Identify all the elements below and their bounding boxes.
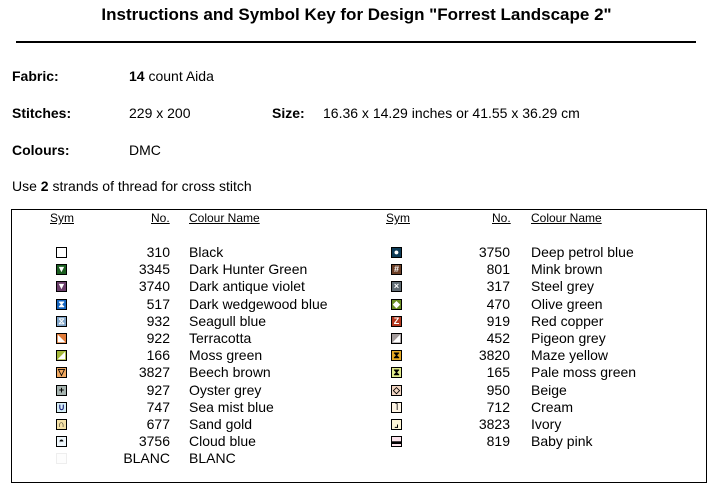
- colour-number: 470: [486, 295, 510, 312]
- header-sym-right: Sym: [386, 211, 410, 225]
- colour-number: 452: [486, 330, 510, 346]
- colour-number: 922: [146, 330, 170, 346]
- colour-number: 3823: [478, 416, 510, 432]
- header-no-right: No.: [492, 211, 511, 225]
- fabric-count: 14: [129, 68, 145, 84]
- strands-count: 2: [40, 178, 49, 194]
- symbol-swatch-icon: ⌟: [391, 419, 402, 430]
- fabric-value: [129, 68, 214, 84]
- strands-pre: Use: [12, 178, 41, 194]
- header-name-left: Colour Name: [189, 211, 260, 225]
- colour-number: 3756: [138, 433, 170, 450]
- colour-name: Oyster grey: [189, 381, 262, 398]
- colour-number: BLANC: [123, 450, 170, 467]
- colour-name: Olive green: [531, 295, 603, 312]
- colour-name: Red copper: [531, 312, 604, 329]
- symbol-swatch-icon: ◓: [56, 436, 67, 447]
- colour-number: 310: [146, 244, 170, 260]
- colour-name: Deep petrol blue: [531, 244, 634, 260]
- symbol-swatch-icon: ▼: [57, 281, 66, 292]
- colour-number: 165: [486, 364, 510, 381]
- colour-number: 932: [146, 312, 170, 329]
- symbol-swatch-icon: ●: [391, 247, 402, 258]
- symbol-swatch-icon: [56, 453, 67, 464]
- size-value: 16.36 x 14.29 inches or 41.55 x 36.29 cm: [323, 105, 580, 121]
- colour-number: 950: [486, 381, 510, 398]
- symbol-swatch-icon: ∩: [56, 419, 67, 430]
- symbol-swatch-icon: ⧖: [56, 316, 67, 327]
- colour-number: 819: [486, 433, 510, 450]
- colour-number: 677: [146, 416, 170, 432]
- colour-name: Baby pink: [531, 433, 593, 450]
- colour-name: Dark wedgewood blue: [189, 295, 328, 312]
- symbol-swatch-icon: ◇: [391, 385, 402, 396]
- stitches-label: Stitches:: [12, 105, 72, 121]
- symbol-swatch-icon: [56, 247, 67, 258]
- colours-value: DMC: [129, 142, 161, 158]
- symbol-swatch-icon: ◣: [56, 333, 67, 344]
- colour-number: 317: [486, 278, 510, 295]
- symbol-swatch-icon: ˥: [391, 402, 402, 413]
- colour-number: 712: [486, 398, 510, 415]
- colour-number: 3820: [478, 347, 510, 364]
- symbol-swatch-icon: ⧗: [391, 367, 402, 378]
- colour-name: Sea mist blue: [189, 398, 274, 415]
- colour-name: Black: [189, 244, 224, 260]
- colour-name: Pale moss green: [531, 364, 637, 381]
- symbol-swatch-icon: ◢: [56, 350, 67, 361]
- colour-name: Pigeon grey: [531, 330, 606, 346]
- colour-name: BLANC: [189, 450, 236, 467]
- symbol-swatch-icon: ▼: [57, 264, 66, 275]
- colour-name: Mink brown: [531, 261, 603, 278]
- colour-number: 3827: [138, 364, 170, 381]
- symbol-swatch-icon: ▬: [392, 436, 401, 447]
- symbol-swatch-icon: Z: [391, 316, 402, 327]
- colour-name: Cream: [531, 398, 574, 415]
- colour-number: 3345: [138, 261, 170, 278]
- header-no-left: No.: [151, 211, 170, 225]
- symbol-swatch-icon: ∪: [56, 402, 67, 413]
- colour-number: 801: [486, 261, 510, 278]
- fabric-type: count Aida: [144, 68, 214, 84]
- colours-label: Colours:: [12, 142, 70, 158]
- colour-name: Beech brown: [189, 364, 271, 381]
- symbol-swatch-icon: ◢: [391, 333, 402, 344]
- size-label: Size:: [272, 105, 305, 121]
- symbol-swatch-icon: +: [56, 385, 67, 396]
- symbol-swatch-icon: ◆: [391, 299, 402, 310]
- colour-number: 3740: [138, 278, 170, 295]
- header-name-right: Colour Name: [531, 211, 602, 225]
- colour-name: Steel grey: [531, 278, 595, 295]
- colour-number: 517: [146, 295, 170, 312]
- colour-name: Moss green: [189, 347, 263, 364]
- title-divider: [16, 41, 696, 43]
- colour-name: Ivory: [531, 416, 562, 432]
- symbol-swatch-icon: ⧗: [56, 299, 67, 310]
- colour-number: 166: [146, 347, 170, 364]
- strands-instruction: [12, 178, 252, 194]
- colour-number: 927: [146, 381, 170, 398]
- header-sym-left: Sym: [50, 211, 74, 225]
- symbol-swatch-icon: ×: [391, 281, 402, 292]
- colour-name: Beige: [531, 381, 567, 398]
- symbol-swatch-icon: #: [391, 264, 402, 275]
- colour-name: Seagull blue: [189, 312, 267, 329]
- colour-name: Terracotta: [189, 330, 252, 346]
- symbol-swatch-icon: ▽: [56, 367, 67, 378]
- colour-number: 919: [486, 312, 510, 329]
- colour-number: 3750: [478, 244, 510, 260]
- page-title: Instructions and Symbol Key for Design "Forrest Landscape 2": [101, 5, 612, 24]
- stitches-value: 229 x 200: [129, 105, 191, 121]
- colour-name: Sand gold: [189, 416, 253, 432]
- colour-name: Dark antique violet: [189, 278, 305, 295]
- colour-number: 747: [146, 398, 170, 415]
- strands-post: strands of thread for cross stitch: [48, 178, 252, 194]
- colour-name: Maze yellow: [531, 347, 609, 364]
- colour-name: Cloud blue: [189, 433, 256, 450]
- symbol-swatch-icon: ⧗: [391, 350, 402, 361]
- colour-name: Dark Hunter Green: [189, 261, 308, 278]
- fabric-label: Fabric:: [12, 68, 59, 84]
